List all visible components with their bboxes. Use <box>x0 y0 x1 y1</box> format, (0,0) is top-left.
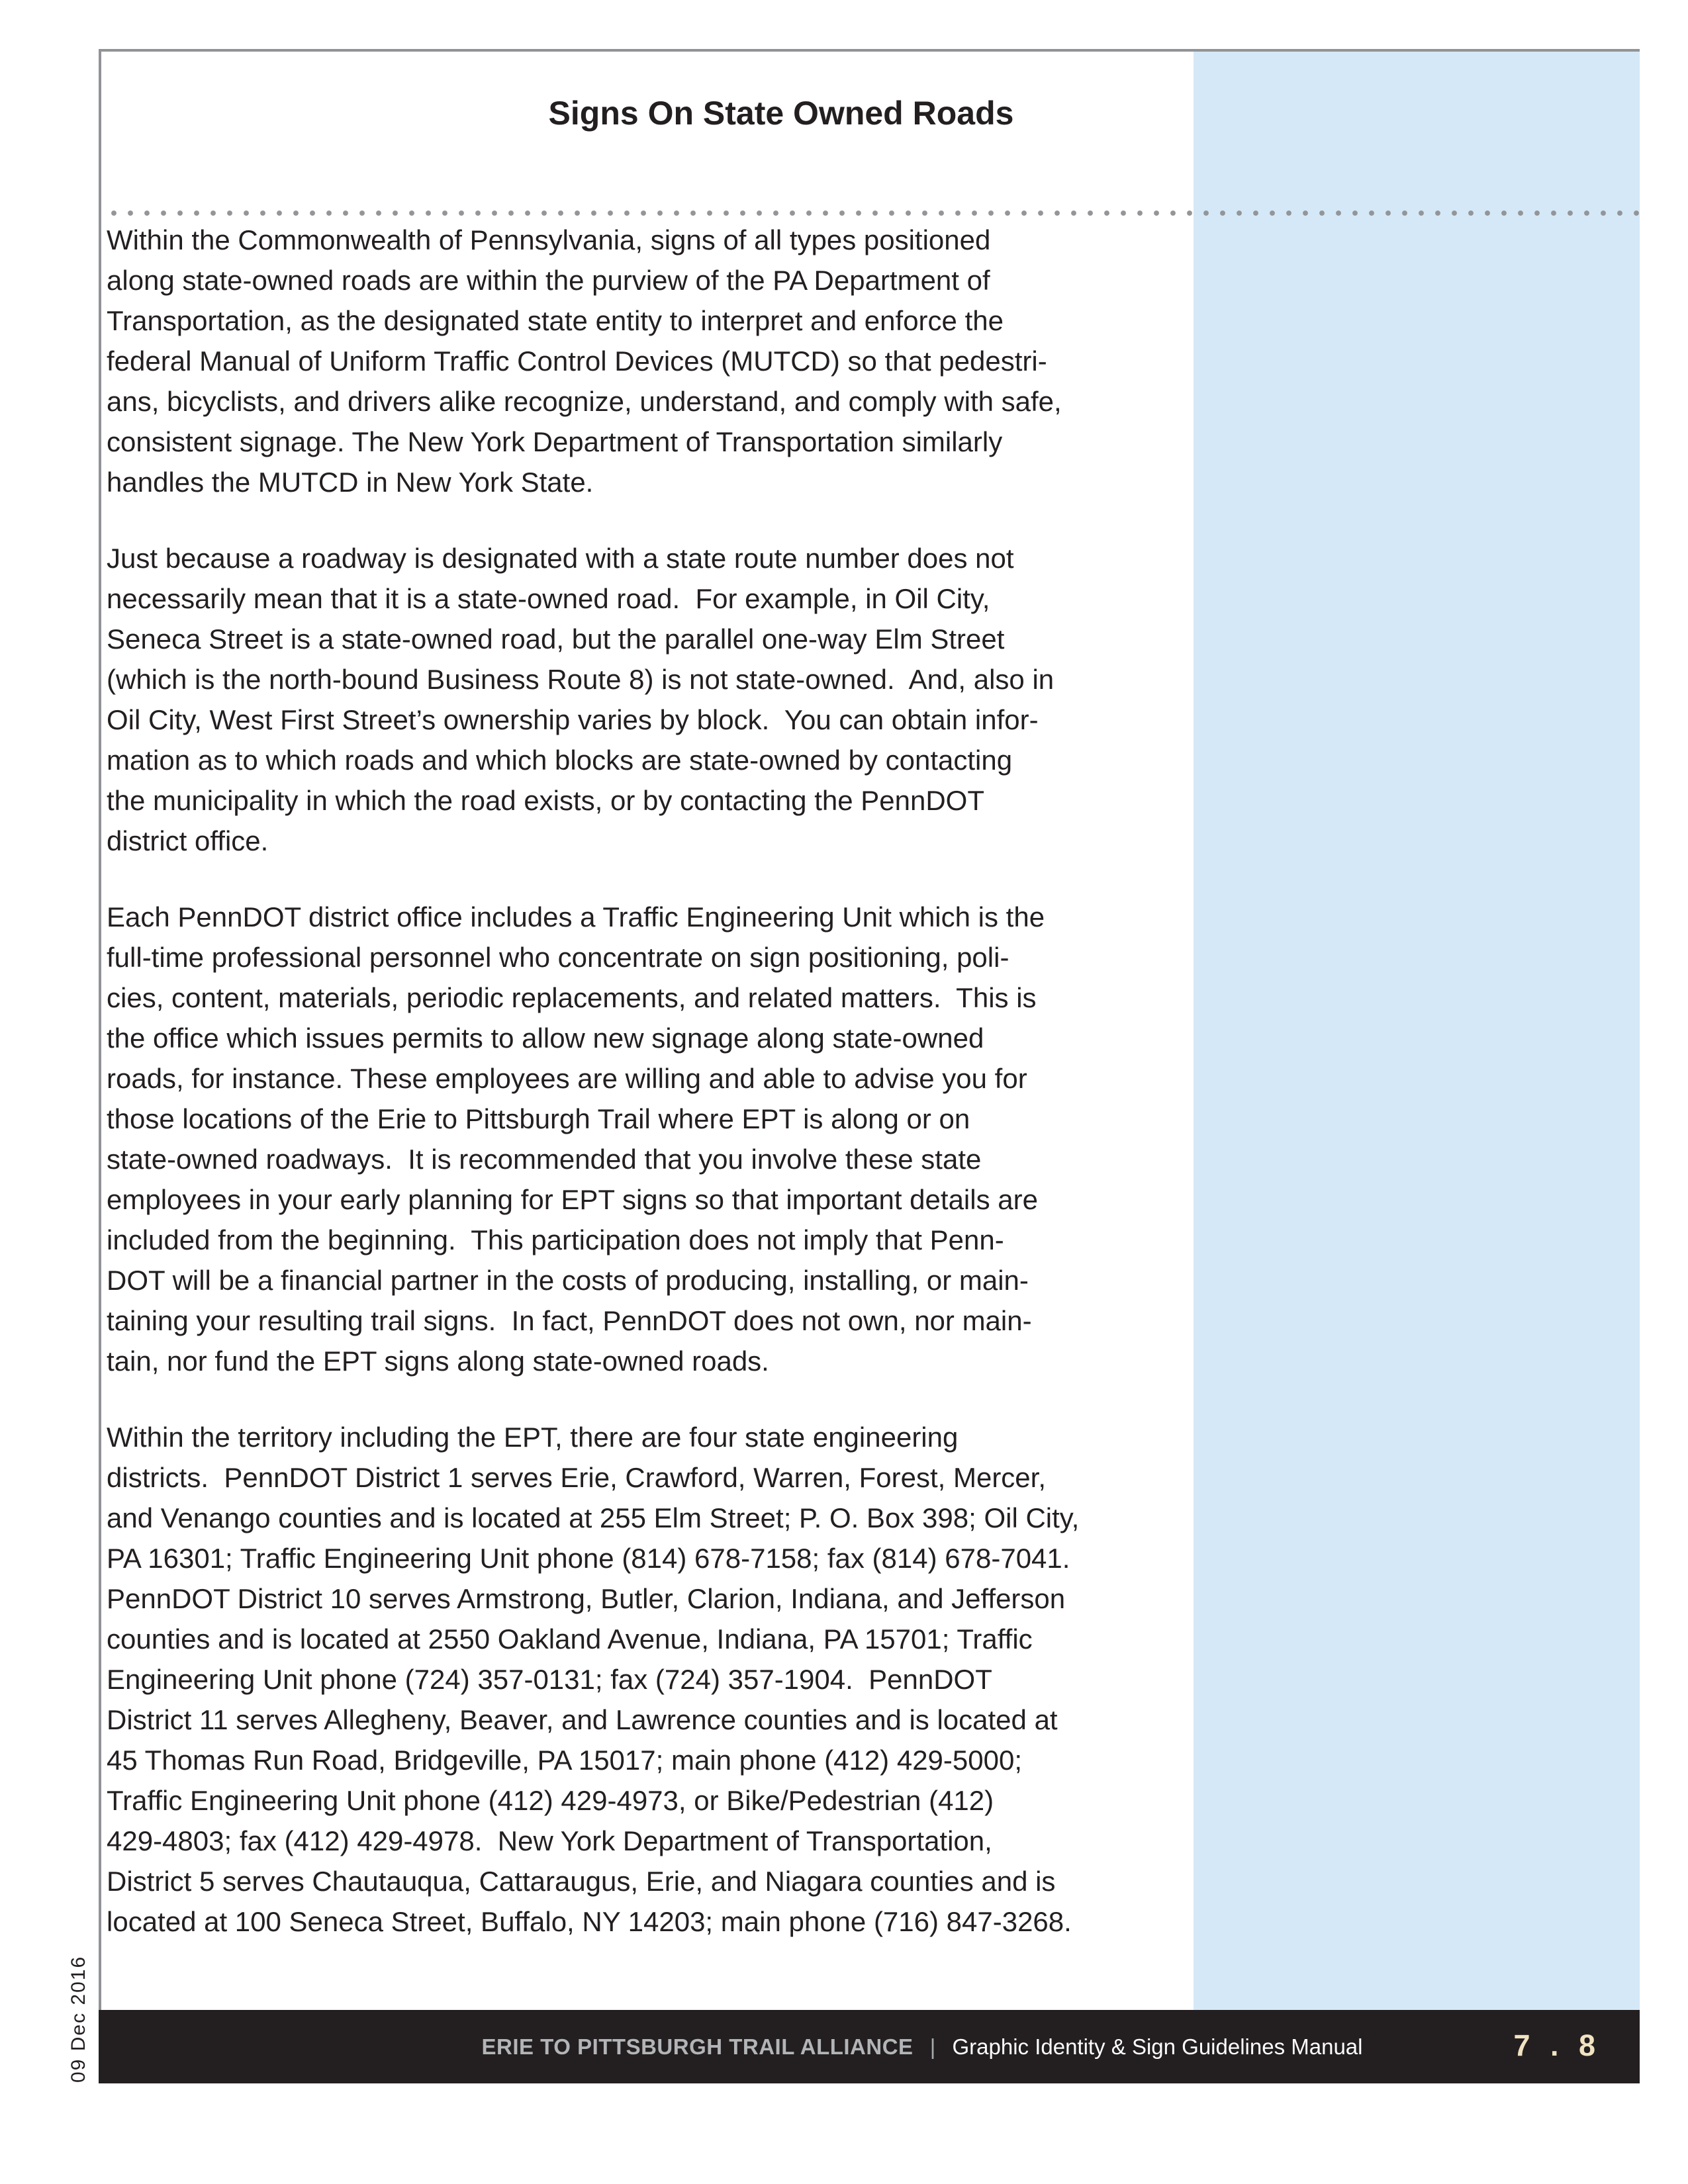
text-line: Transportation, as the designated state entity to interpret and enforce the <box>107 305 1004 336</box>
text-line: the municipality in which the road exists, or by contacting the PennDOT <box>107 785 984 816</box>
page-number: 7 . 8 <box>1513 2028 1601 2062</box>
text-line: PA 16301; Traffic Engineering Unit phone (814) 678-7158; fax (814) 678-7041. <box>107 1543 1070 1574</box>
text-line: the office which issues permits to allow new signage along state-owned <box>107 1023 984 1054</box>
text-line: ans, bicyclists, and drivers alike recognize, understand, and comply with safe, <box>107 386 1062 417</box>
text-line: district office. <box>107 825 269 856</box>
dotted-divider-rule <box>111 210 1640 216</box>
text-line: along state-owned roads are within the purview of the PA Department of <box>107 265 990 296</box>
text-line: tain, nor fund the EPT signs along state-owned roads. <box>107 1345 769 1377</box>
text-line: counties and is located at 2550 Oakland Avenue, Indiana, PA 15701; Traffic <box>107 1623 1033 1655</box>
text-line: roads, for instance. These employees are willing and able to advise you for <box>107 1063 1027 1094</box>
text-line: Seneca Street is a state-owned road, but the parallel one-way Elm Street <box>107 623 1005 655</box>
paragraph <box>107 1417 1205 1942</box>
footer-text <box>481 2034 1362 2060</box>
text-line: Within the Commonwealth of Pennsylvania, signs of all types positioned <box>107 224 991 255</box>
paragraph <box>107 897 1205 1381</box>
text-line: mation as to which roads and which blocks are state-owned by contacting <box>107 745 1013 776</box>
body-text <box>107 220 1205 1942</box>
text-line: Just because a roadway is designated with a state route number does not <box>107 543 1014 574</box>
footer-manual-title: Graphic Identity & Sign Guidelines Manual <box>952 2034 1363 2059</box>
text-line: employees in your early planning for EPT signs so that important details are <box>107 1184 1038 1215</box>
text-line: located at 100 Seneca Street, Buffalo, NY 14203; main phone (716) 847-3268. <box>107 1906 1072 1937</box>
date-stamp: 09 Dec 2016 <box>68 1955 89 2083</box>
text-line: full-time professional personnel who concentrate on sign positioning, poli- <box>107 942 1009 973</box>
text-line: federal Manual of Uniform Traffic Control Devices (MUTCD) so that pedestri- <box>107 345 1047 377</box>
footer-bar <box>99 2010 1640 2083</box>
text-line: DOT will be a financial partner in the costs of producing, installing, or main- <box>107 1265 1029 1296</box>
text-line: those locations of the Erie to Pittsburgh Trail where EPT is along or on <box>107 1103 970 1134</box>
text-line: 429-4803; fax (412) 429-4978. New York Department of Transportation, <box>107 1825 992 1856</box>
text-line: PennDOT District 10 serves Armstrong, Butler, Clarion, Indiana, and Jefferson <box>107 1583 1066 1614</box>
text-line: (which is the north-bound Business Route 8) is not state-owned. And, also in <box>107 664 1055 695</box>
text-line: Traffic Engineering Unit phone (412) 429-4973, or Bike/Pedestrian (412) <box>107 1785 994 1816</box>
page-frame-left-border <box>99 49 101 2046</box>
text-line: District 11 serves Allegheny, Beaver, and Lawrence counties and is located at <box>107 1704 1058 1735</box>
text-line: necessarily mean that it is a state-owned road. For example, in Oil City, <box>107 583 990 614</box>
text-line: consistent signage. The New York Department of Transportation similarly <box>107 426 1003 457</box>
text-line: and Venango counties and is located at 255 Elm Street; P. O. Box 398; Oil City, <box>107 1502 1080 1533</box>
text-line: included from the beginning. This participation does not imply that Penn- <box>107 1224 1004 1255</box>
text-line: Engineering Unit phone (724) 357-0131; fax (724) 357-1904. PennDOT <box>107 1664 992 1695</box>
text-line: taining your resulting trail signs. In fact, PennDOT does not own, nor main- <box>107 1305 1032 1336</box>
paragraph <box>107 538 1205 861</box>
text-line: state-owned roadways. It is recommended that you involve these state <box>107 1144 982 1175</box>
text-line: Oil City, West First Street’s ownership varies by block. You can obtain infor- <box>107 704 1039 735</box>
footer-separator: | <box>929 2034 936 2059</box>
footer-organization-name: ERIE TO PITTSBURGH TRAIL ALLIANCE <box>481 2034 914 2059</box>
paragraph <box>107 220 1205 502</box>
text-line: handles the MUTCD in New York State. <box>107 467 594 498</box>
text-line: Within the territory including the EPT, there are four state engineering <box>107 1422 959 1453</box>
text-line: 45 Thomas Run Road, Bridgeville, PA 15017; main phone (412) 429-5000; <box>107 1745 1023 1776</box>
text-line: District 5 serves Chautauqua, Cattaraugus, Erie, and Niagara counties and is <box>107 1866 1056 1897</box>
page-title: Signs On State Owned Roads <box>548 95 1014 132</box>
text-line: cies, content, materials, periodic replacements, and related matters. This is <box>107 982 1037 1013</box>
text-line: districts. PennDOT District 1 serves Erie, Crawford, Warren, Forest, Mercer, <box>107 1462 1046 1493</box>
text-line: Each PennDOT district office includes a Traffic Engineering Unit which is the <box>107 901 1045 933</box>
side-accent-panel <box>1194 52 1640 2010</box>
